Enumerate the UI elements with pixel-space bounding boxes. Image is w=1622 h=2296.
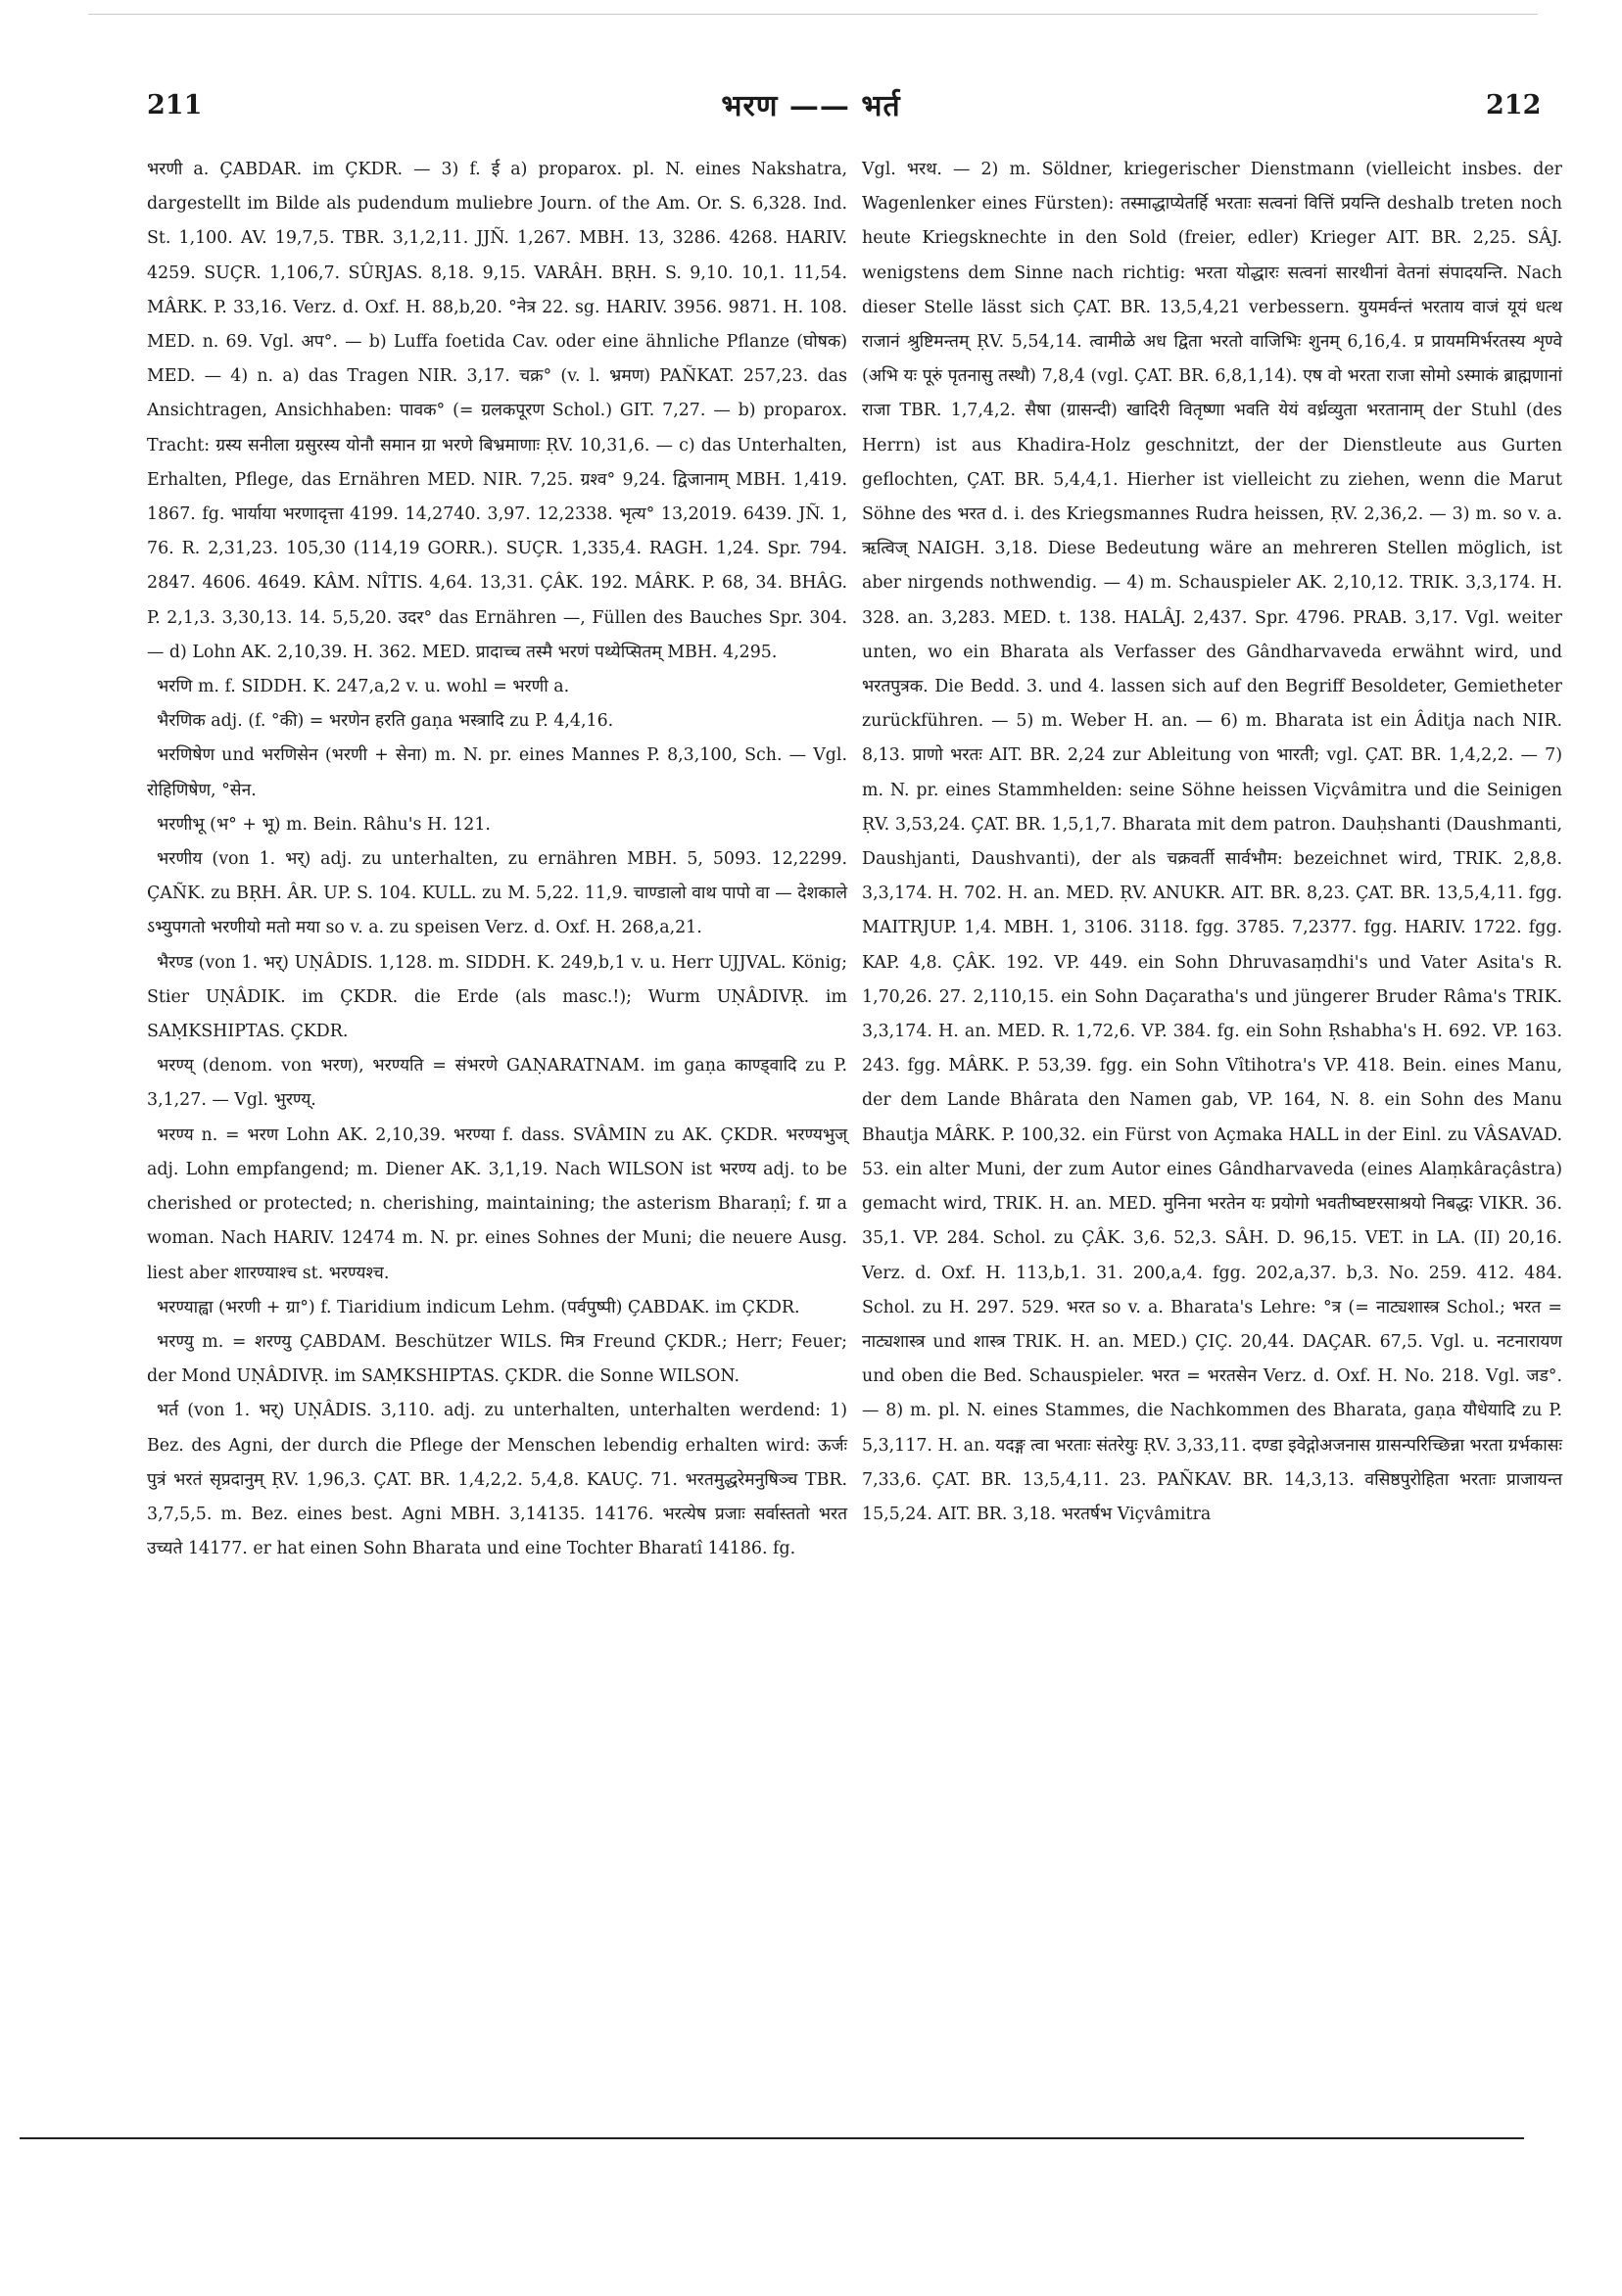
entry-paragraph: भरणी a. ÇABDAR. im ÇKDR. — 3) f. ई a) proparox. pl. N. eines Nakshatra, dargestellt im Bilde als pudendum muliebre Journ. of the Am. Or. S. 6,328. Ind. St. 1,100. AV. 19,7,5. TBR. 3,1,2,11. JJÑ. 1,267. MBH. 13, 3286. 4268. HARIV. 4259. SUÇR. 1,106,7. SÛRJAS. 8,18. 9,15. VARÂH. BṚH. S. 9,10. 10,1. 11,54. MÂRK. P. 33,16. Verz. d. Oxf. H. 88,b,20. °नेत्र 22. sg. HARIV. 3956. 9871. H. 108. MED. n. 69. Vgl. अप°. — b) Luffa foetida Cav. oder eine ähnliche Pflanze (घोषक) MED. — 4) n. a) das Tragen NIR. 3,17. चक्र° (v. l. भ्रमण) PAÑKAT. 257,23. das Ansichtragen, Ansichhaben: पावक° (= ग्रलकपूरण Schol.) GIT. 7,27. — b) proparox. Tracht: ग्रस्य सनीला ग्रसुरस्य योनौ समान ग्रा भरणे बिभ्रमाणाः ṚV. 10,31,6. — c) das Unterhalten, Erhalten, Pflege, das Ernähren MED. NIR. 7,25. ग्रश्व° 9,24. द्विजानाम् MBH. 1,419. 1867. fg. भार्याया भरणादृत्ता 4199. 14,2740. 3,97. 12,2338. भृत्य° 13,2019. 6439. JÑ. 1, 76. R. 2,31,23. 105,30 (114,19 GORR.). SUÇR. 1,335,4. RAGH. 1,24. Spr. 794. 2847. 4606. 4649. KÂM. NÎTIS. 4,64. 13,31. ÇÂK. 192. MÂRK. P. 68, 34. BHÂG. P. 2,1,3. 3,30,13. 14. 5,5,20. उदर° das Ernähren —, Füllen des Bauches Spr. 304. — d) Lohn AK. 2,10,39. H. 362. MED. प्रादाच्च तस्मै भरणं पथ्येप्सितम् MBH. 4,295. xyxy=(147,160,847,662)
right-column xyxy=(862,153,1562,1532)
page-number-right: 212 xyxy=(1486,90,1542,120)
entry-paragraph: भरणिषेण und भरणिसेन (भरणी + सेना) m. N. pr. eines Mannes P. 8,3,100, Sch. — Vgl. रोहिणिषेण, °सेन. xyxy=(147,745,847,800)
entry-paragraph: भरण्याह्वा (भरणी + ग्रा°) f. Tiaridium indicum Lehm. (पर्वपुष्पी) ÇABDAK. im ÇKDR. xyxy=(157,1297,800,1317)
top-rule xyxy=(88,14,1538,15)
entry-paragraph: भरण्यु m. = शरण्यु ÇABDAM. Beschützer WILS. मित्र Freund ÇKDR.; Herr; Feuer; der Mond UṆÂDIVṚ. im SAṂKSHIPTAS. ÇKDR. die Sonne WILSON. xyxy=(147,1331,847,1387)
entry-paragraph: भरणीभू (भ° + भू) m. Bein. Râhu's H. 121. xyxy=(157,814,491,835)
entry-paragraph: भैरण्ड (von 1. भर्) UṆÂDIS. 1,128. m. SIDDH. K. 249,b,1 v. u. Herr UJJVAL. König; Stier UṆÂDIK. im ÇKDR. die Erde (als masc.!); Wurm UṆÂDIVṚ. im SAṂKSHIPTAS. ÇKDR. xyxy=(147,952,847,1042)
entry-paragraph: भरणीय (von 1. भर्) adj. zu unterhalten, zu ernähren MBH. 5, 5093. 12,2299. ÇAÑK. zu BṚH. ÂR. UP. S. 104. KULL. zu M. 5,22. 11,9. चाण्डालो वाथ पापो वा — देशकाले ऽभ्युपगतो भरणीयो मतो मया so v. a. zu speisen Verz. d. Oxf. H. 268,a,21. xyxy=(147,849,847,938)
entry-paragraph: भरणि m. f. SIDDH. K. 247,a,2 v. u. wohl = भरणी a. xyxy=(157,677,570,697)
entry-paragraph: भर्त (von 1. भर्) UṆÂDIS. 3,110. adj. zu unterhalten, unterhalten werdend: 1) Bez. des Agni, der durch die Pflege der Menschen lebendig erhalten wird: ऊर्जः पुत्रं भरतं सृप्रदानुम् ṚV. 1,96,3. ÇAT. BR. 1,4,2,2. 5,4,8. KAUÇ. 71. भरतमुद्धरेमनुषिञ्च TBR. 3,7,5,5. m. Bez. eines best. Agni MBH. 3,14135. 14176. भरत्येष प्रजाः सर्वास्ततो भरत उच्यते 14177. er hat einen Sohn Bharata und eine Tochter Bharatî 14186. fg. xyxy=(147,1401,847,1559)
entry-paragraph: भैरणिक adj. (f. °की) = भरणेन हरति gaṇa भस्त्रादि zu P. 4,4,16. xyxy=(157,711,614,732)
bottom-rule xyxy=(20,2137,1524,2139)
running-head: भरण —— भर्त xyxy=(721,89,901,123)
entry-paragraph: Vgl. भरथ. — 2) m. Söldner, kriegerischer Dienstmann (vielleicht insbes. der Wagenlenker eines Fürsten): तस्माद्धाप्येतर्हि भरताः सत्वनां वित्तिं प्रयन्ति deshalb treten noch heute Kriegsknechte in den Sold (freier, edler) Krieger AIT. BR. 2,25. SÂJ. wenigstens dem Sinne nach richtig: भरता योद्धारः सत्वनां सारथीनां वेतनां संपादयन्ति. Nach dieser Stelle lässt sich ÇAT. BR. 13,5,4,21 verbessern. युयमर्वन्तं भरताय वाजं यूयं धत्थ राजानं श्रुष्टिमन्तम् ṚV. 5,54,14. त्वामीळे अध द्विता भरतो वाजिभिः शुनम् 6,16,4. प्र प्रायममिर्भरतस्य शृण्वे (अभि यः पूरुं पृतनासु तस्थौ) 7,8,4 (vgl. ÇAT. BR. 6,8,1,14). एष वो भरता राजा सोमो ऽस्माकं ब्राह्मणानां राजा TBR. 1,7,4,2. सैषा (ग्रासन्दी) खादिरी वितृष्णा भवति येयं वर्ध्रव्युता भरतानाम् der Stuhl (des Herrn) ist aus Khadira-Holz geschnitzt, der der Dienstleute aus Gurten geflochten, ÇAT. BR. 5,4,4,1. Hierher ist vielleicht zu ziehen, wenn die Marut Söhne des भरत d. i. des Kriegsmannes Rudra heissen, ṚV. 2,36,2. — 3) m. so v. a. ऋत्विज् NAIGH. 3,18. Diese Bedeutung wäre an mehreren Stellen möglich, ist aber nirgends nothwendig. — 4) m. Schauspieler AK. 2,10,12. TRIK. 3,3,174. H. 328. an. 3,283. MED. t. 138. HALÂJ. 2,437. Spr. 4796. PRAB. 3,17. Vgl. weiter unten, wo ein Bharata als Verfasser des Gândharvaveda erwähnt wird, und भरतपुत्रक. Die Bedd. 3. und 4. lassen sich auf den Begriff Besoldeter, Gemietheter zurückführen. — 5) m. Weber H. an. — 6) m. Bharata ist ein Âditja nach NIR. 8,13. प्राणो भरतः AIT. BR. 2,24 zur Ableitung von भारती; vgl. ÇAT. BR. 1,4,2,2. — 7) m. N. pr. eines Stammhelden: seine Söhne heissen Viçvâmitra und die Seinigen ṚV. 3,53,24. ÇAT. BR. 1,5,1,7. Bharata mit dem patron. Dauḥshanti (Daushmanti, Daushjanti, Daushvanti), der als चक्रवर्ती सार्वभौम: bezeichnet wird, TRIK. 2,8,8. 3,3,174. H. 702. H. an. MED. ṚV. ANUKR. AIT. BR. 8,23. ÇAT. BR. 13,5,4,11. fgg. MAITRJUP. 1,4. MBH. 1, 3106. 3118. fgg. 3785. 7,2377. fgg. HARIV. 1722. fgg. KAP. 4,8. ÇÂK. 192. VP. 449. ein Sohn Dhruvasaṃdhi's und Vater Asita's R. 1,70,26. 27. 2,110,15. ein Sohn Daçaratha's und jüngerer Bruder Râma's TRIK. 3,3,174. H. an. MED. R. 1,72,6. VP. 384. fg. ein Sohn Ṛshabha's H. 692. VP. 163. 243. fgg. MÂRK. P. 53,39. fgg. ein Sohn Vîtihotra's VP. 418. Bein. eines Manu, der dem Lande Bhârata den Namen gab, VP. 164, N. 8. ein Sohn des Manu Bhautja MÂRK. P. 100,32. ein Fürst von Açmaka HALL in der Einl. zu VÂSAVAD. 53. ein alter Muni, der zum Autor eines Gândharvaveda (eines Alaṃkâraçâstra) gemacht wird, TRIK. H. an. MED. मुनिना भरतेन यः प्रयोगो भवतीष्वष्टरसाश्रयो निबद्धः VIKR. 36. 35,1. VP. 284. Schol. zu ÇÂK. 3,6. 52,3. SÂH. D. 96,15. VET. in LA. (II) 20,16. Verz. d. Oxf. H. 113,b,1. 31. 200,a,4. fgg. 202,a,37. b,3. No. 259. 412. 484. Schol. zu H. 297. 529. भरत so v. a. Bharata's Lehre: °त्र (= नाट्यशास्त्र Schol.; भरत = नाट्यशास्त्र und शास्त्र TRIK. H. an. MED.) ÇIÇ. 20,44. DAÇAR. 67,5. Vgl. u. नटनारायण und oben die Bed. Schauspieler. भरत = भरतसेन Verz. d. Oxf. H. No. 218. Vgl. जड°. — 8) m. pl. N. eines Stammes, die Nachkommen des Bharata, gaṇa यौधेयादि zu P. 5,3,117. H. an. यदङ्ग त्वा भरताः संतरेयुः ṚV. 3,33,11. दण्डा इवेद्गोअजनास ग्रासन्परिच्छिन्ना भरता ग्रर्भकासः 7,33,6. ÇAT. BR. 13,5,4,11. 23. PAÑKAV. BR. 14,3,13. वसिष्ठपुरोहिता भरताः प्राजायन्त 15,5,24. AIT. BR. 3,18. भरतर्षभ Viçvâmitra xyxy=(862,160,1562,1524)
left-column xyxy=(147,153,847,1566)
page-number-left: 211 xyxy=(147,90,203,120)
entry-paragraph: भरण्य् (denom. von भरण), भरण्यति = संभरणे GAṆARATNAM. im gaṇa काण्ड्वादि zu P. 3,1,27. — Vgl. भुरण्य्. xyxy=(147,1056,847,1111)
entry-paragraph: भरण्य n. = भरण Lohn AK. 2,10,39. भरण्या f. dass. SVÂMIN zu AK. ÇKDR. भरण्यभुज् adj. Lohn empfangend; m. Diener AK. 3,1,19. Nach WILSON ist भरण्य adj. to be cherished or protected; n. cherishing, maintaining; the asterism Bharaṇî; f. ग्रा a woman. Nach HARIV. 12474 m. N. pr. eines Sohnes der Muni; die neuere Ausg. liest aber शारण्याश्च st. भरण्यश्च. xyxy=(147,1124,847,1283)
